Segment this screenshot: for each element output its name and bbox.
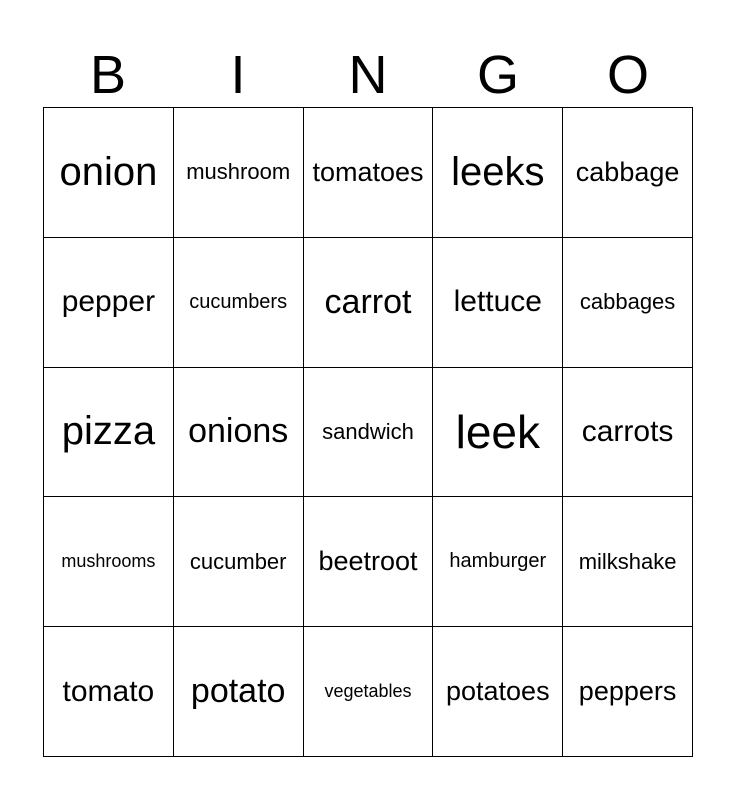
bingo-cell[interactable]: potatoes [433, 627, 563, 757]
bingo-cell[interactable]: cucumber [174, 497, 304, 627]
bingo-cell[interactable]: vegetables [304, 627, 434, 757]
bingo-cell[interactable]: cucumbers [174, 238, 304, 368]
bingo-cell[interactable]: lettuce [433, 238, 563, 368]
header-letter-g: G [476, 45, 519, 105]
bingo-cell[interactable]: carrots [563, 368, 693, 498]
bingo-cell[interactable]: cabbages [563, 238, 693, 368]
bingo-cell[interactable]: onions [174, 368, 304, 498]
bingo-cell[interactable]: peppers [563, 627, 693, 757]
bingo-header [43, 44, 693, 106]
bingo-card-grid [43, 107, 693, 757]
bingo-cell[interactable]: cabbage [563, 108, 693, 238]
bingo-cell[interactable]: hamburger [433, 497, 563, 627]
bingo-cell[interactable]: leeks [433, 108, 563, 238]
bingo-cell[interactable]: sandwich [304, 368, 434, 498]
header-letter-n: N [348, 45, 388, 105]
bingo-cell[interactable]: milkshake [563, 497, 693, 627]
header-letter-o: O [606, 45, 649, 105]
bingo-cell[interactable]: onion [44, 108, 174, 238]
bingo-cell[interactable]: beetroot [304, 497, 434, 627]
bingo-cell[interactable]: carrot [304, 238, 434, 368]
header-letter-b: B [89, 45, 127, 105]
bingo-cell[interactable]: pepper [44, 238, 174, 368]
bingo-cell[interactable]: tomato [44, 627, 174, 757]
header-letter-i: I [230, 45, 246, 105]
bingo-cell[interactable]: potato [174, 627, 304, 757]
bingo-cell[interactable]: mushrooms [44, 497, 174, 627]
bingo-cell[interactable]: tomatoes [304, 108, 434, 238]
bingo-cell[interactable]: leek [433, 368, 563, 498]
bingo-cell[interactable]: mushroom [174, 108, 304, 238]
bingo-cell[interactable]: pizza [44, 368, 174, 498]
